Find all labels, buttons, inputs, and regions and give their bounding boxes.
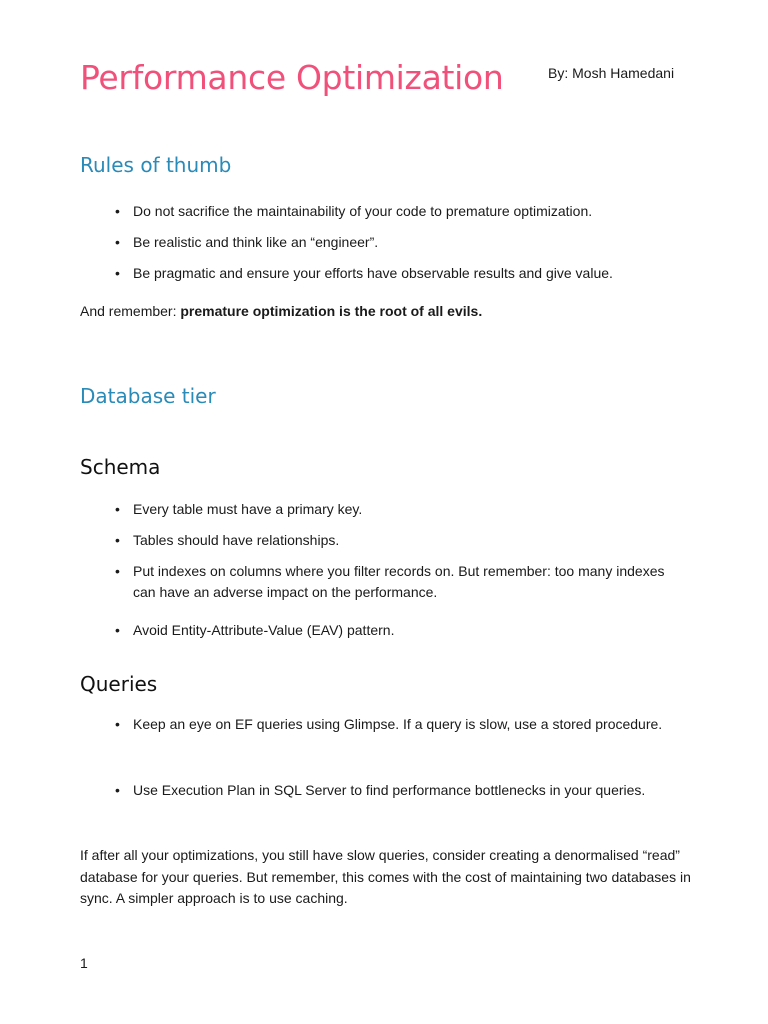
remember-paragraph xyxy=(80,301,700,323)
rules-heading: Rules of thumb xyxy=(80,153,232,177)
list-item-text: Use Execution Plan in SQL Server to find performance bottlenecks in your queries. xyxy=(133,782,646,798)
list-item-text: Be pragmatic and ensure your efforts have observable results and give value. xyxy=(133,265,613,281)
page-number: 1 xyxy=(80,955,88,971)
bullet-icon: • xyxy=(115,622,120,638)
remember-prefix: And remember: xyxy=(80,303,181,319)
list-item xyxy=(115,620,675,641)
bullet-icon: • xyxy=(115,265,120,281)
closing-paragraph: If after all your optimizations, you still have slow queries, consider creating a denormalised “read” database for your queries. But remember, this comes with the cost of maintaining two databases in sync. A simpler approach is to use caching. xyxy=(80,847,691,906)
list-item-text: Every table must have a primary key. xyxy=(133,501,363,517)
bullet-icon: • xyxy=(115,782,120,798)
list-item xyxy=(115,232,675,253)
bullet-icon: • xyxy=(115,716,120,732)
list-item-text: Tables should have relationships. xyxy=(133,532,340,548)
remember-emphasis: premature optimization is the root of all evils. xyxy=(180,303,483,319)
schema-heading: Schema xyxy=(80,455,161,479)
queries-heading: Queries xyxy=(80,672,158,696)
database-heading: Database tier xyxy=(80,384,216,408)
list-item xyxy=(115,263,675,284)
list-item xyxy=(115,561,675,603)
bullet-icon: • xyxy=(115,203,120,219)
list-item-text: Avoid Entity-Attribute-Value (EAV) pattern. xyxy=(133,622,395,638)
list-item xyxy=(115,714,675,735)
list-item-text: Put indexes on columns where you filter records on. But remember: too many indexes can have an adverse impact on the performance. xyxy=(133,563,665,600)
author-byline: By: Mosh Hamedani xyxy=(548,65,675,81)
bullet-icon: • xyxy=(115,501,120,517)
list-item-text: Keep an eye on EF queries using Glimpse. If a query is slow, use a stored procedure. xyxy=(133,716,663,732)
bullet-icon: • xyxy=(115,532,120,548)
list-item-text: Do not sacrifice the maintainability of your code to premature optimization. xyxy=(133,203,593,219)
bullet-icon: • xyxy=(115,234,120,250)
list-item-text: Be realistic and think like an “engineer”. xyxy=(133,234,379,250)
list-item xyxy=(115,499,675,520)
list-item xyxy=(115,201,675,222)
list-item xyxy=(115,530,675,551)
bullet-icon: • xyxy=(115,563,120,579)
page-title: Performance Optimization xyxy=(80,58,504,97)
list-item xyxy=(115,780,675,801)
